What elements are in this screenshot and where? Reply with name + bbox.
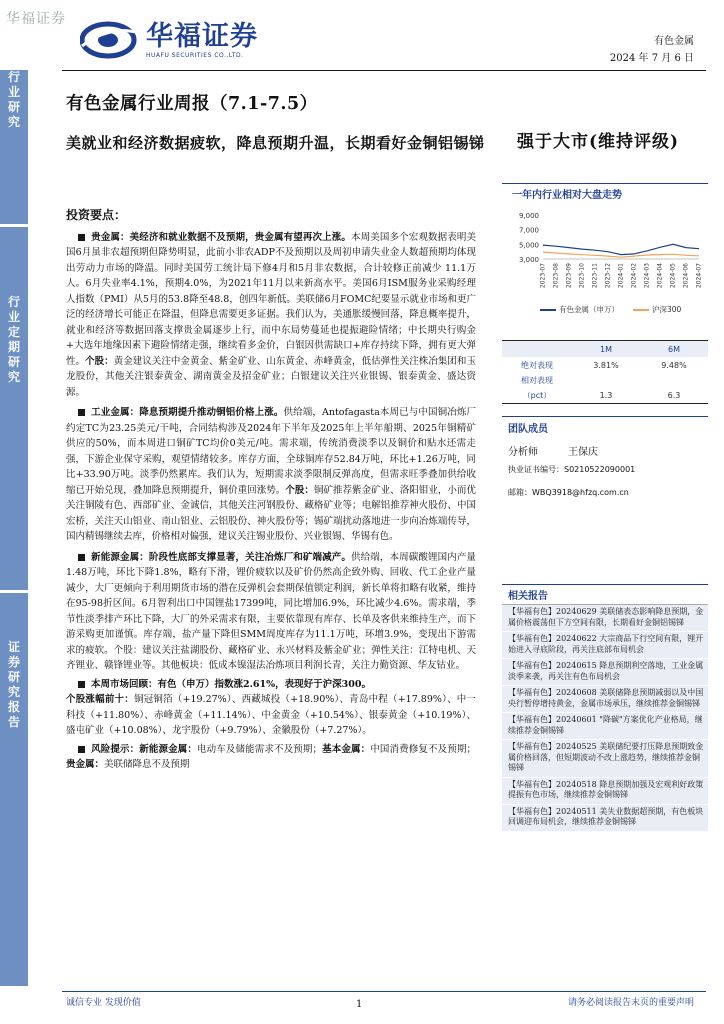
performance-table	[502, 340, 708, 404]
perf-row-label: 相对表现	[521, 375, 553, 385]
y-tick-label: 3,000	[518, 256, 539, 264]
watermark: 华福证券	[6, 11, 66, 27]
bullet-icon	[78, 746, 85, 753]
x-tick-label: 2024-06	[682, 263, 690, 289]
x-tick-label: 2024-07	[695, 263, 703, 289]
report-subtitle: 美就业和经济数据疲软，降息预期升温，长期看好金铜铝锡锑	[66, 134, 485, 152]
section-industrial-metals: 工业金属：降息预期提升推动铜铝价格上涨。供给端，Antofagasta本周已与中国铜冶炼厂约定TC为23.25美元/干吨，合同结构涉及2024年下半年及2025年上半年船期、2025年铜精矿供应的50%，而本周进口铜矿TC均价0美元/吨。需求端，传统消费淡季以及铜价和贴水还需走强，下游企业保守采购，观望情绪较多。库存方面，全球铜库存52.84万吨，环比+1.26万吨，同比+33.90万吨。淡季仍然累库。我们认为，短期需求淡季限制反弹高度，但需求旺季叠加供给收缩已开始兑现，叠加降息预期提升，铜价重回涨势。个股：铜矿推荐紫金矿业、洛阳钼业，小而优关注铜陵有色、西部矿业、金诚信，其他关注河钢股份、藏格矿业等；电解铝推荐神火股份、中国宏桥，关注天山铝业、南山铝业、云铝股份、神火股份等；锡矿端扰动落地进一步向冶炼端传导，国内精锡继续去库，价格相对偏强，建议关注锡业股份、兴业银锡、华锡有色。	[66, 407, 476, 542]
bullet-icon	[78, 234, 85, 241]
main-body	[66, 208, 476, 773]
perf-cell: 3.81%	[593, 360, 619, 370]
analyst-label: 分析师	[508, 447, 538, 458]
brand-name-en: HUAFU SECURITIES CO.,LTD.	[146, 51, 244, 59]
x-tick-label: 2024-05	[669, 263, 677, 289]
legend-item-csi300: 沪深300	[633, 304, 681, 315]
bullet-icon	[78, 554, 85, 561]
section-new-energy-metals: 新能源金属：阶段性底部支撑显著，关注冶炼厂和矿端减产。供给端，本周碳酸锂国内产量1.48万吨，环比下降1.8%，略有下滑，锂价疲软以及矿价仍然高企致外购、回收、代工企业产量减少，大厂更倾向于利用期货市场的潜在反弹机会套期保值锁定利润，新长单将扣略有收紧，维持在95-98折区间。6月智利出口中国锂盐17399吨，同比增加6.9%，环比减少4.6%。需求端，季节性淡季排产环比下降，大厂的外采需求有限，主要依靠现有库存、长单及客供来维持生产，而下游采购更加谨慎。库存端，盐产量下降但SMM周度库存为11.1万吨，环增3.9%，变现出下游需求的疲软。个股：建议关注盐湖股份、藏格矿业、永兴材料及紫金矿业；弹性关注：江特电机、天齐锂业、赣锋锂业等。其他板块：低成本镍湿法冶炼项目利润长青，关注力勤资源、华友钴业。	[66, 551, 476, 671]
x-tick-label: 2023-09	[565, 263, 573, 289]
brand-name: 华福证券	[146, 20, 258, 52]
x-tick-label: 2024-04	[656, 263, 664, 289]
reports-heading: 相关报告	[502, 585, 708, 604]
header-divider	[62, 70, 706, 71]
body-heading: 投资要点：	[66, 208, 127, 222]
y-tick-label: 9,000	[518, 212, 539, 220]
trend-divider	[502, 183, 708, 184]
header-category: 有色金属	[654, 36, 694, 47]
perf-cell: 9.48%	[661, 360, 687, 370]
header-date: 2024 年 7 月 6 日	[609, 53, 694, 64]
section-risks: 风险提示：新能源金属：电动车及储能需求不及预期；基本金属：中国消费修复不及预期；贵金属：美联储降息不及预期	[66, 743, 476, 770]
perf-cell: 6.3	[667, 390, 681, 400]
perf-header-1m: 1M	[600, 344, 612, 354]
rating: 强于大市(维持评级)	[517, 132, 680, 152]
section-market-review: 本周市场回顾：有色（申万）指数涨2.61%，表现好于沪深300。	[66, 677, 476, 693]
report-title: 有色金属行业周报（7.1-7.5）	[66, 94, 318, 114]
section-top-gainers: 个股涨幅前十：铜冠铜箔（+19.27%）、西藏城投（+18.90%）、青岛中程（+17.89%）、中一科技（+11.80%）、赤峰黄金（+11.14%）、中金黄金（+10.54%）、银泰黄金（+10.19%）、盛屯矿业（+10.08%）、龙宇股份（+9.79%）、金徽股份（+7.27%）。	[66, 694, 476, 736]
section-precious-metals: 贵金属：美经济和就业数据不及预期，贵金属有望再次上涨。本周美国多个宏观数据表明美国6月虽非农超预期但降势明显，此前小非农ADP不及预期以及周初申请失业金人数超预期均体现出劳动力市场的降温。同时美国劳工统计局下修4月和5月非农数据，合计较修正前减少 11.1万人。6月失业率4.1%，预期4.0%，为2021年11月以来新高水平。美国6月ISM服务业采购经理人指数（PMI）从5月的53.8降至48.8，创四年新低。美联储6月FOMC纪要显示就业市场和更广泛的经济增长可能正在降温，但降息需要更多证据。我们认为，美通胀缓慢回落，降息概率提升，就业和经济等数据回落支撑贵金属逐步上行，而中东局势蔓延也提振避险情绪；中长期央行购金+大选年地缘因素下避险情绪走强，继续看多金价，白银因供需缺口+库存持续下降，拥有更大弹性。个股：黄金建议关注中金黄金、紫金矿业、山东黄金、赤峰黄金，低估弹性关注株冶集团和玉龙股份，其他关注银泰黄金、湖南黄金及招金矿业；白银建议关注兴业银锡、银泰黄金、盛达资源。	[66, 231, 476, 398]
page-number: 1	[356, 999, 363, 1010]
side-label-report: 证 券 研 究 报 告	[7, 640, 20, 729]
trend-legend	[540, 304, 681, 315]
x-tick-label: 2024-03	[643, 263, 651, 289]
side-label-periodic: 行 业 定 期 研 究	[7, 295, 20, 384]
x-tick-label: 2024-02	[630, 263, 638, 289]
perf-header-6m: 6M	[668, 344, 680, 354]
footer-divider	[62, 991, 706, 992]
side-bar	[0, 70, 28, 986]
report-item[interactable]: 【华福有色】20240511 美失业数据超预期，有色板块回调迎布局机会，继续推荐金铜锡锑	[502, 805, 708, 832]
side-label-industry: 行 业 研 究	[7, 70, 20, 129]
report-item[interactable]: 【华福有色】20240615 降息预期利空落地，工业金属淡季来袭，再关注有色布局机会	[502, 659, 708, 686]
related-reports	[502, 584, 708, 832]
report-item[interactable]: 【华福有色】20240629 美联储表态影响降息预期，金属价格震荡但下方空间有限，长期看好金铜铝锡锑	[502, 605, 708, 632]
report-item[interactable]: 【华福有色】20240525 美联储纪要打压降息预期致金属价格回落，但短期波动不改上涨趋势，继续推荐金铜锡锑	[502, 740, 708, 778]
x-tick-label: 2023-11	[591, 263, 599, 289]
x-tick-label: 2023-10	[578, 263, 586, 289]
analyst-email[interactable]: 邮箱：WBQ3918@hfzq.com.cn	[508, 488, 629, 497]
bullet-icon	[78, 409, 85, 416]
perf-row-label: （pct）	[522, 390, 552, 400]
perf-cell: 1.3	[599, 390, 613, 400]
trend-heading: 一年内行业相对大盘走势	[512, 190, 622, 201]
series-line-0	[543, 244, 699, 254]
trend-chart	[507, 207, 705, 317]
legend-item-nonferrous: 有色金属（申万）	[540, 304, 619, 315]
brand-logo	[80, 20, 258, 60]
analyst-name: 王保庆	[568, 447, 598, 458]
report-item[interactable]: 【华福有色】20240622 大宗商品下行空间有限，锂开始进入寻底阶段，再关注底部布局机会	[502, 632, 708, 659]
y-tick-label: 7,000	[518, 226, 539, 235]
x-tick-label: 2024-01	[617, 263, 625, 289]
report-item[interactable]: 【华福有色】20240601 "降碳"方案优化产业格局，继续推荐金铜锡锑	[502, 713, 708, 740]
brand-emblem-icon	[80, 20, 142, 60]
x-tick-label: 2023-12	[604, 263, 612, 289]
header-meta	[610, 33, 694, 67]
y-tick-label: 5,000	[518, 241, 539, 250]
team-section	[502, 416, 708, 498]
reports-list	[502, 604, 708, 832]
report-item[interactable]: 【华福有色】20240608 美联储降息预期减弱以及中国央行暂停增持黄金，金属市场承压，继续推荐金铜锡锑	[502, 686, 708, 713]
analyst-cert: 执业证书编号：S0210522090001	[508, 465, 636, 474]
bullet-icon	[78, 681, 85, 688]
report-item[interactable]: 【华福有色】20240518 降息预期加强及宏观利好政策提振有色市场，继续推荐金铜锡锑	[502, 778, 708, 805]
x-tick-label: 2023-07	[539, 263, 547, 289]
team-heading: 团队成员	[502, 416, 708, 435]
x-tick-label: 2023-08	[552, 263, 560, 289]
footer-disclaimer: 请务必阅读报告末页的重要声明	[567, 998, 694, 1008]
perf-row-label: 绝对表现	[521, 360, 553, 370]
footer-slogan: 诚信专业 发现价值	[66, 998, 141, 1008]
